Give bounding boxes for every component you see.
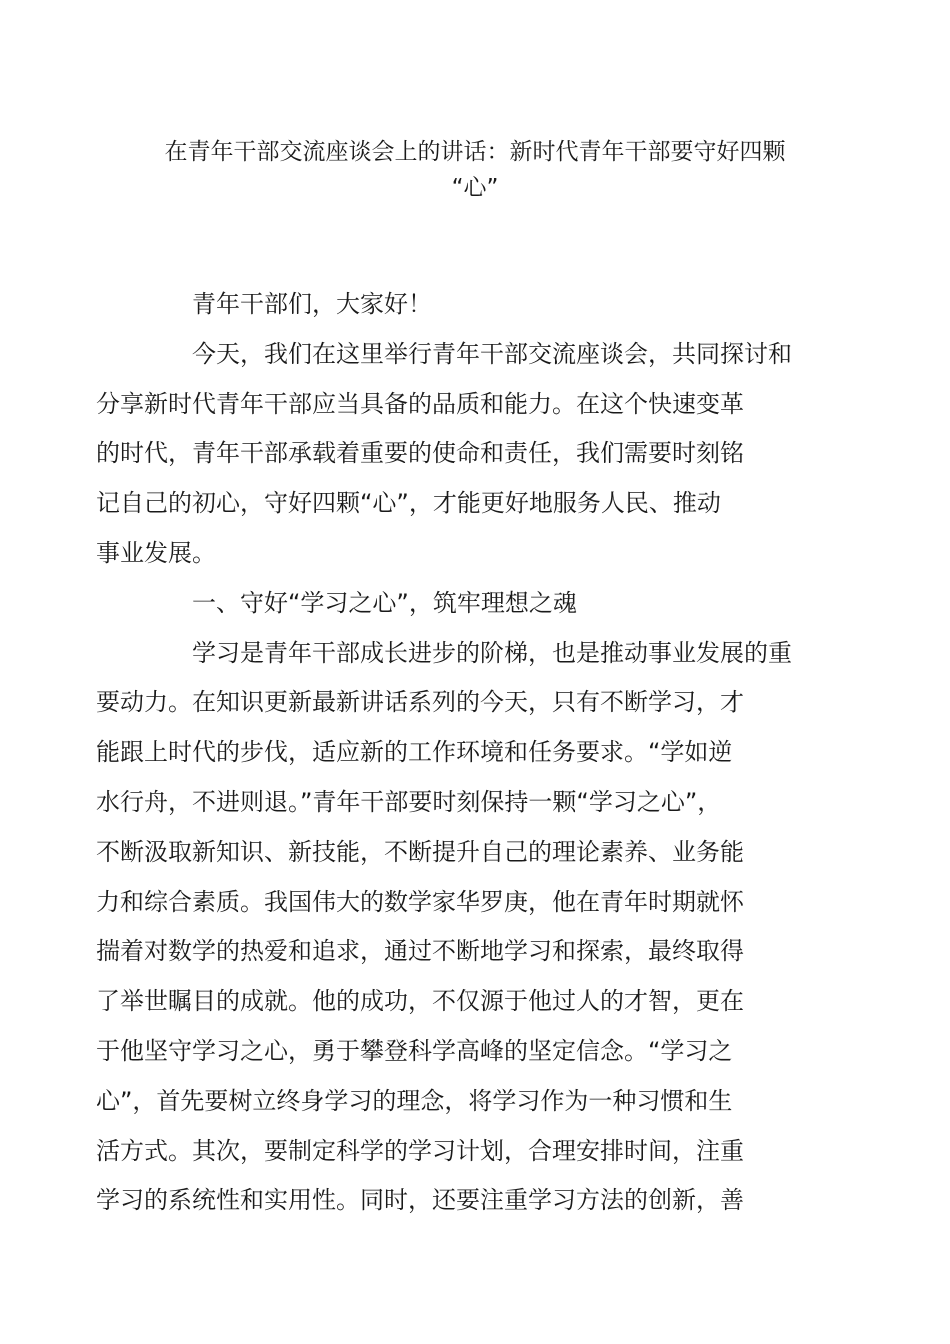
paragraph-line: 揣着对数学的热爱和追求，通过不断地学习和探索，最终取得	[96, 937, 744, 966]
paragraph-line: 今天，我们在这里举行青年干部交流座谈会，共同探讨和	[192, 339, 792, 368]
greeting-paragraph	[144, 280, 810, 330]
intro-paragraph	[96, 330, 810, 579]
paragraph-line: 分享新时代青年干部应当具备的品质和能力。在这个快速变革	[96, 389, 744, 418]
title-line-1: 在青年干部交流座谈会上的讲话：新时代青年干部要守好四颗	[164, 139, 786, 165]
paragraph-line: 活方式。其次，要制定科学的学习计划，合理安排时间，注重	[96, 1136, 744, 1165]
document-body	[96, 280, 810, 1226]
document-title	[140, 134, 810, 206]
paragraph-line: 一、守好“学习之心”，筑牢理想之魂	[192, 588, 577, 617]
paragraph-line: 能跟上时代的步伐，适应新的工作环境和任务要求。“学如逆	[96, 738, 733, 767]
paragraph-line: 于他坚守学习之心，勇于攀登科学高峰的坚定信念。“学习之	[96, 1036, 733, 1065]
section-heading	[144, 579, 810, 629]
section-paragraph	[96, 629, 810, 1227]
title-line-2: “心”	[451, 175, 499, 201]
paragraph-line: 青年干部们，大家好！	[192, 290, 432, 318]
paragraph-line: 事业发展。	[96, 538, 216, 567]
paragraph-line: 不断汲取新知识、新技能，不断提升自己的理论素养、业务能	[96, 837, 744, 866]
paragraph-line: 了举世瞩目的成就。他的成功，不仅源于他过人的才智，更在	[96, 987, 744, 1016]
paragraph-line: 记自己的初心，守好四颗“心”，才能更好地服务人民、推动	[96, 489, 721, 518]
paragraph-line: 力和综合素质。我国伟大的数学家华罗庚，他在青年时期就怀	[96, 887, 744, 916]
paragraph-line: 学习的系统性和实用性。同时，还要注重学习方法的创新，善	[96, 1186, 744, 1215]
paragraph-line: 要动力。在知识更新最新讲话系列的今天，只有不断学习，才	[96, 688, 744, 717]
paragraph-line: 的时代，青年干部承载着重要的使命和责任，我们需要时刻铭	[96, 439, 744, 468]
paragraph-line: 学习是青年干部成长进步的阶梯，也是推动事业发展的重	[192, 638, 792, 667]
paragraph-line: 水行舟，不进则退。”青年干部要时刻保持一颗“学习之心”，	[96, 787, 722, 816]
paragraph-line: 心”，首先要树立终身学习的理念，将学习作为一种习惯和生	[96, 1086, 733, 1115]
